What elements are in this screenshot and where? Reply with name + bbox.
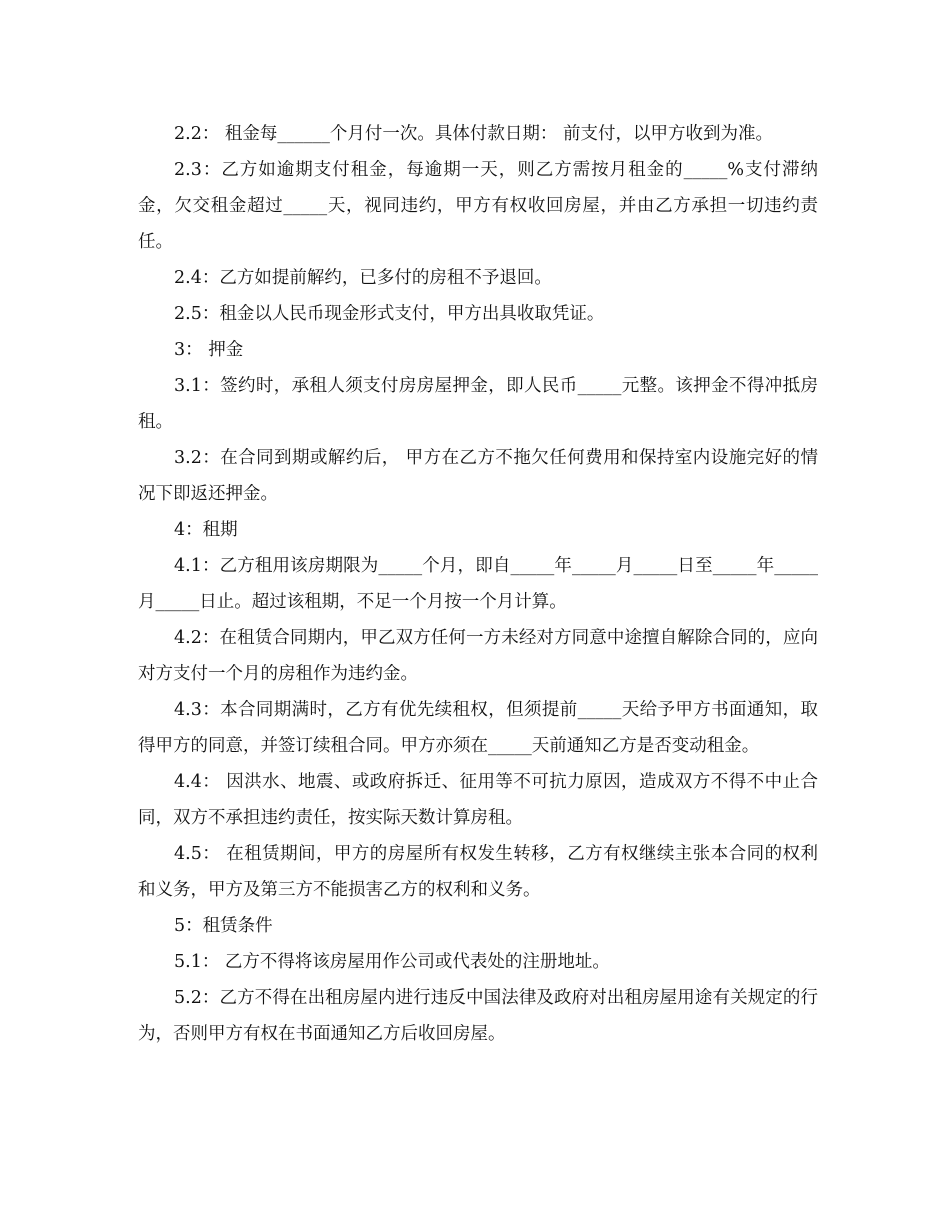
clause-4-3: 4.3：本合同期满时，乙方有优先续租权，但须提前_____天给予甲方书面通知，取得甲方的同意，并签订续租合同。甲方亦须在_____天前通知乙方是否变动租金。 [138,700,818,756]
clause-2-4: 2.4：乙方如提前解约，已多付的房租不予退回。 [174,268,552,288]
clause-5-1: 5.1： 乙方不得将该房屋用作公司或代表处的注册地址。 [174,952,610,972]
clause-5-2: 5.2：乙方不得在出租房屋内进行违反中国法律及政府对出租房屋用途有关规定的行为，否则甲方有权在书面通知乙方后收回房屋。 [138,988,818,1044]
clause-3-2: 3.2：在合同到期或解约后， 甲方在乙方不拖欠任何费用和保持室内设施完好的情况下即返还押金。 [138,448,818,504]
clause-4-5: 4.5： 在租赁期间，甲方的房屋所有权发生转移，乙方有权继续主张本合同的权利和义务，甲方及第三方不能损害乙方的权利和义务。 [138,844,818,900]
section-3-heading: 3： 押金 [174,340,244,360]
section-5-heading: 5：租赁条件 [174,916,273,936]
clause-3-1: 3.1：签约时，承租人须支付房房屋押金，即人民币_____元整。该押金不得冲抵房租。 [138,376,818,432]
clause-2-2: 2.2： 租金每______个月付一次。具体付款日期： 前支付，以甲方收到为准。 [174,124,773,144]
clause-4-1: 4.1：乙方租用该房期限为_____个月，即自_____年_____月_____日至_____年_____月_____日止。超过该租期，不足一个月按一个月计算。 [138,556,818,612]
clause-4-4: 4.4： 因洪水、地震、或政府拆迁、征用等不可抗力原因，造成双方不得不中止合同，双方不承担违约责任，按实际天数计算房租。 [138,772,818,828]
document-body [138,116,818,1052]
clause-2-3: 2.3：乙方如逾期支付租金，每逾期一天，则乙方需按月租金的_____%支付滞纳金，欠交租金超过_____天，视同违约，甲方有权收回房屋，并由乙方承担一切违约责任。 [138,160,818,252]
section-4-heading: 4：租期 [174,520,238,540]
clause-4-2: 4.2：在租赁合同期内，甲乙双方任何一方未经对方同意中途擅自解除合同的，应向对方支付一个月的房租作为违约金。 [138,628,818,684]
clause-2-5: 2.5：租金以人民币现金形式支付，甲方出具收取凭证。 [174,304,605,324]
